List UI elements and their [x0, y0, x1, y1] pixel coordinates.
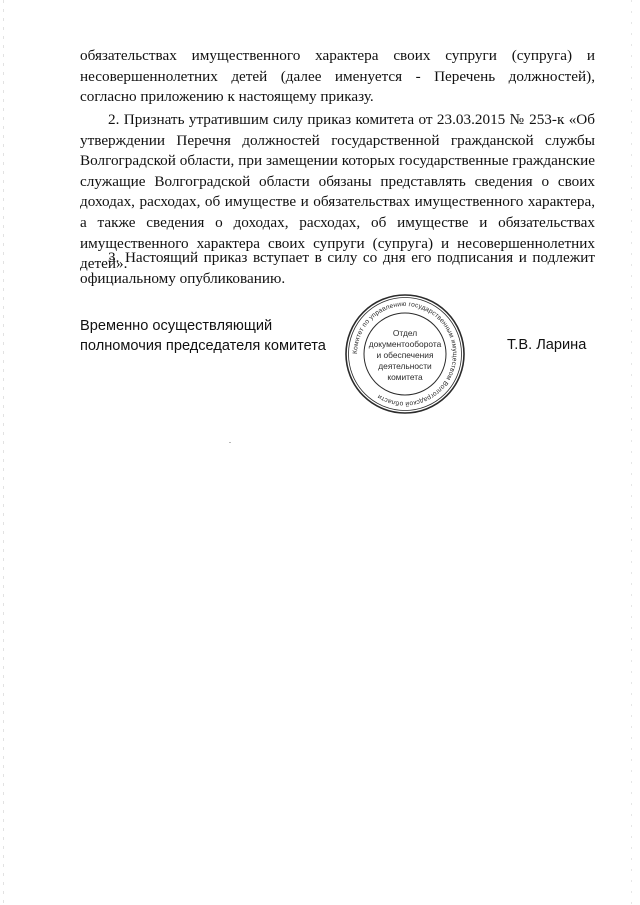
paragraph-1: обязательствах имущественного характера своих супруги (супруга) и несовершеннолетних детей (далее именуется - Перечень должностей), согласно приложению к настоящему приказу.	[80, 47, 595, 106]
stamp-center-text	[369, 328, 442, 382]
paragraph-3-text: 3. Настоящий приказ вступает в силу со дня его подписания и подлежит официальному опубликованию.	[80, 249, 595, 287]
stamp-center-line-4: деятельности	[378, 361, 432, 371]
scan-edge-left	[3, 0, 4, 905]
signatory-name: Т.В. Ларина	[507, 337, 587, 353]
signatory-position	[80, 317, 326, 356]
paragraph-2-text: 2. Признать утратившим силу приказ комитета от 23.03.2015 № 253-к «Об утверждении Перечня должностей государственной гражданской службы Волгоградской области, при замещении которых государственные гражданские служащие Волгоградской области обязаны представлять сведения о своих доходах, расходах, об имуществе и обязательствах имущественного характера, а также сведения о доходах, расходах, об имуществе и обязательствах имущественного характера своих супруги (супруга) и несовершеннолетних детей».	[80, 111, 595, 273]
stamp-ring-text: Комитет по управлению государственным имуществом Волгоградской области	[351, 300, 459, 408]
stamp-center-line-3: и обеспечения	[376, 350, 434, 360]
signatory-position-line-2: полномочия председателя комитета	[80, 337, 326, 354]
official-stamp	[343, 292, 467, 416]
stamp-center-line-2: документооборота	[368, 339, 442, 349]
scan-edge-right	[631, 0, 632, 905]
stamp-center-line-1: Отдел	[392, 328, 418, 338]
paragraph-3	[80, 248, 595, 289]
stamp-center-line-5: комитета	[387, 372, 423, 382]
scan-speck	[229, 442, 231, 443]
signatory-position-line-1: Временно осуществляющий	[80, 318, 273, 334]
